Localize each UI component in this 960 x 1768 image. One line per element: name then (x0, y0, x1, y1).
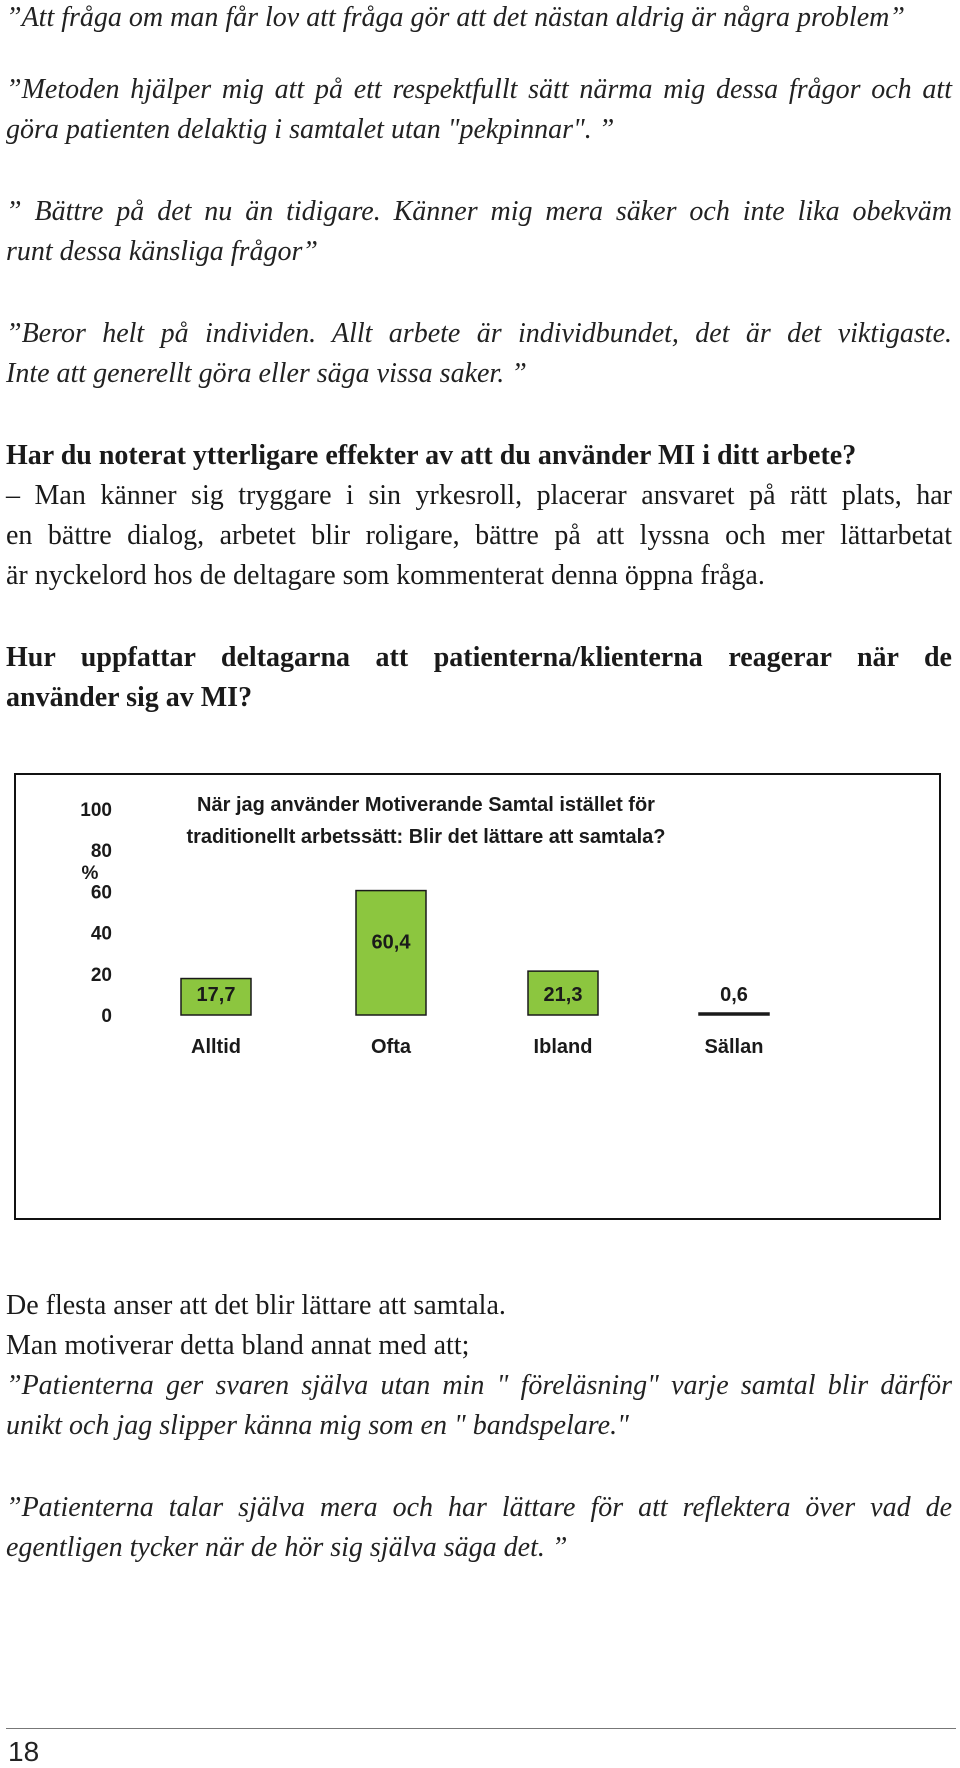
data-label: 0,6 (720, 984, 748, 1006)
data-label: 60,4 (371, 931, 411, 954)
quote-line: ”Att fråga om man får lov att fråga gör att det nästan aldrig är några problem” (6, 2, 905, 33)
section-heading: Har du noterat ytterligare effekter av att du använder MI i ditt arbete? (6, 440, 857, 471)
y-tick-label: 80 (90, 841, 112, 863)
x-tick-label: Sällan (704, 1036, 764, 1058)
quote-line: ”Beror helt på individen. Allt arbete är individbundet, det är det viktigaste. (6, 318, 952, 349)
y-tick-label: 40 (90, 923, 112, 945)
quote-line: ” Bättre på det nu än tidigare. Känner mig mera säker och inte lika obekväm (6, 196, 952, 227)
section-heading: använder sig av MI? (6, 682, 253, 713)
quote-line: unikt och jag slipper känna mig som en " bandspelare." (6, 1410, 629, 1441)
y-axis-label: % (81, 863, 99, 884)
body-line: De flesta anser att det blir lättare att samtala. (6, 1290, 506, 1321)
data-label: 21,3 (543, 984, 583, 1006)
chart-canvas (16, 775, 939, 1218)
quote-line: Inte att generellt göra eller säga vissa saker. ” (6, 358, 527, 389)
chart-title: traditionellt arbetssätt: Blir det lättare att samtala? (186, 826, 666, 848)
quote-line: göra patienten delaktig i samtalet utan "pekpinnar". ” (6, 114, 615, 145)
body-line: – Man känner sig tryggare i sin yrkesroll, placerar ansvaret på rätt plats, har (6, 480, 952, 511)
x-tick-label: Alltid (191, 1036, 241, 1058)
bar (699, 1013, 769, 1015)
quote-line: ”Metoden hjälper mig att på ett respektfullt sätt närma mig dessa frågor och att (6, 74, 952, 105)
y-tick-label: 0 (101, 1006, 112, 1027)
section-heading: Hur uppfattar deltagarna att patienterna/klienterna reagerar när de (6, 642, 952, 673)
data-label: 17,7 (196, 984, 236, 1006)
x-tick-label: Ofta (371, 1036, 411, 1058)
bar-chart (14, 773, 941, 1220)
quote-line: egentligen tycker när de hör sig själva säga det. ” (6, 1532, 568, 1563)
quote-line: ”Patienterna talar själva mera och har lättare för att reflektera över vad de (6, 1492, 952, 1523)
footer-rule (6, 1728, 956, 1729)
quote-line: runt dessa känsliga frågor” (6, 236, 318, 267)
quote-line: ”Patienterna ger svaren själva utan min " föreläsning" varje samtal blir därför (6, 1370, 952, 1401)
body-line: Man motiverar detta bland annat med att; (6, 1330, 470, 1361)
page-number: 18 (8, 1736, 40, 1767)
y-tick-label: 60 (90, 882, 112, 904)
chart-title: När jag använder Motiverande Samtal istället för (197, 794, 655, 816)
body-line: en bättre dialog, arbetet blir roligare, bättre på att lyssna och mer lättarbetat (6, 520, 952, 551)
x-tick-label: Ibland (533, 1036, 593, 1058)
body-line: är nyckelord hos de deltagare som kommenterat denna öppna fråga. (6, 560, 765, 591)
y-tick-label: 20 (90, 964, 112, 986)
y-tick-label: 100 (80, 800, 112, 821)
